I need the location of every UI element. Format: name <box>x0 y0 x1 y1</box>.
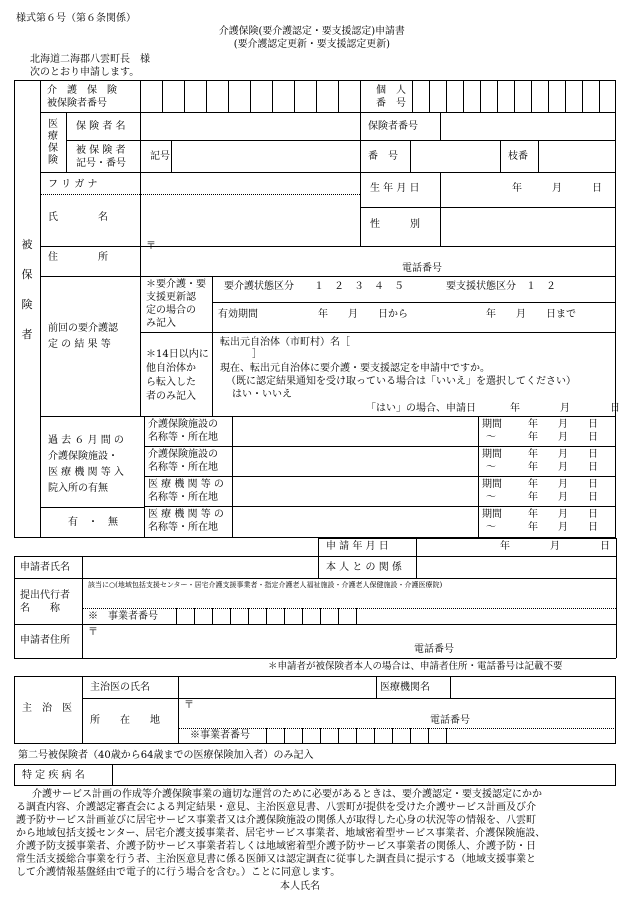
application-date-label: 申 請 年 月 日 <box>326 541 389 552</box>
doctor-address-label: 所 在 地 <box>90 715 160 726</box>
applicant-postal-mark: 〒 <box>88 627 98 638</box>
bango-field[interactable] <box>411 141 499 171</box>
bango-label: 番 号 <box>368 151 398 162</box>
applicant-note: ＊申請者が被保険者本人の場合は、申請者住所・電話番号は記載不要 <box>268 661 563 672</box>
ins-no-label-1: 介 護 保 険 <box>47 85 117 96</box>
disease-label: 特 定 疾 病 名 <box>22 770 85 781</box>
applicant-address-label: 申請者住所 <box>20 635 70 646</box>
address-field[interactable] <box>141 247 615 275</box>
relation-field[interactable] <box>417 557 615 577</box>
name-field[interactable] <box>141 196 359 245</box>
doctor-name-label: 主治医の氏名 <box>90 682 150 693</box>
consent-line-6: 常生活支援総合事業を行う者、主治医意見書に係る医師又は認定調査に従事した調査員に提示する（地域支援事業と <box>16 854 536 865</box>
facility-row-3-field[interactable] <box>233 477 477 506</box>
insurer-no-field[interactable] <box>441 113 615 140</box>
ins-no-boxes[interactable] <box>140 80 360 112</box>
application-date-field[interactable]: 年 月 日 <box>500 541 610 552</box>
agent-label-2: 名 称 <box>20 603 60 614</box>
facility-row-1-period: 期間 <box>482 419 502 430</box>
facility-row-4-field[interactable] <box>233 507 477 536</box>
facility-row-1-to[interactable]: 年 月 日 <box>528 432 598 443</box>
facility-row-3-from[interactable]: 年 月 日 <box>528 479 598 490</box>
agent-biz-no-boxes[interactable] <box>176 608 356 624</box>
sex-label: 性 別 <box>370 219 420 230</box>
facility-row-4-from[interactable]: 年 月 日 <box>528 509 598 520</box>
origin-municipality-label: 転出元自治体（市町村）名［ <box>220 337 350 348</box>
previous-label-1: 前回の要介護認 <box>48 323 118 334</box>
facility-row-4-tilde: ～ <box>486 522 496 533</box>
facility-row-3-period: 期間 <box>482 479 502 490</box>
member-label-2: 記号・番号 <box>76 158 126 169</box>
insurer-name-label: 保 険 者 名 <box>76 121 126 132</box>
sex-field[interactable] <box>441 208 615 245</box>
kigo-field[interactable] <box>172 141 359 171</box>
facility-row-2-tilde: ～ <box>486 462 496 473</box>
renew-note-2: 支援更新認 <box>146 292 196 303</box>
doctor-name-field[interactable] <box>179 677 375 697</box>
origin-close-bracket: ］ <box>252 349 262 360</box>
transfer-note-2: 他自治体か <box>146 363 196 374</box>
facility-row-4-line2: 名称等・所在地 <box>148 522 218 533</box>
ins-no-label-2: 被保険者番号 <box>47 98 107 109</box>
transfer-note-1: ＊14日以内に <box>146 349 209 360</box>
applicant-address-field[interactable] <box>83 625 615 657</box>
facility-row-2-line2: 名称等・所在地 <box>148 462 218 473</box>
agent-biz-no-label: ※ 事業者番号 <box>88 611 158 622</box>
institution-field[interactable] <box>451 677 615 697</box>
facility-row-1-field[interactable] <box>233 417 477 446</box>
facility-row-4-line1: 医 療 機 関 等 の <box>148 509 224 520</box>
facility-row-1-from[interactable]: 年 月 日 <box>528 419 598 430</box>
medical-label-1: 医 <box>48 119 58 130</box>
birthdate-field[interactable]: 年 月 日 <box>512 183 602 194</box>
facility-row-4-to[interactable]: 年 月 日 <box>528 522 598 533</box>
form-number: 様式第６号（第６条関係） <box>16 13 136 24</box>
renew-note-1: ＊要介護・要 <box>146 279 206 290</box>
signature-label: 本人氏名 <box>280 881 320 892</box>
addressee: 北海道二海郡八雲町長 様 <box>30 54 150 65</box>
facility-row-1-line2: 名称等・所在地 <box>148 432 218 443</box>
insurer-no-label: 保険者番号 <box>368 121 418 132</box>
consent-line-3: 護予防サービス計画並びに居宅サービス事業者又は介護保険施設の関係人が取得した心身の状況等の情報を、八雲町 <box>16 815 536 826</box>
medical-label-2: 療 <box>48 131 58 142</box>
insured-section-label: 被保険者 <box>21 238 33 341</box>
valid-period-label: 有効期間 <box>218 309 258 320</box>
valid-to-field[interactable]: 年 月 日まで <box>486 309 576 320</box>
applicant-name-field[interactable] <box>83 557 317 577</box>
facility-row-3-tilde: ～ <box>486 492 496 503</box>
applicant-name-label: 申請者氏名 <box>20 562 70 573</box>
furigana-field[interactable] <box>141 173 359 193</box>
disease-field[interactable] <box>113 765 615 785</box>
consent-line-7: して介護情報基盤経由で電子的に行う場合を含む。）ことに同意します。 <box>16 867 341 878</box>
facility-row-2-period: 期間 <box>482 449 502 460</box>
agent-label-1: 提出代行者 <box>20 590 70 601</box>
facility-row-2-line1: 介護保険施設の <box>148 449 218 460</box>
facility-label-3: 医 療 機 関 等 入 <box>48 467 124 478</box>
facility-row-2-field[interactable] <box>233 447 477 476</box>
agent-name-field[interactable] <box>83 593 615 607</box>
support-level-options[interactable]: 要支援状態区分 １ ２ <box>446 281 556 292</box>
consent-line-4: から地域包括支援センター、居宅介護支援事業者、居宅サービス事業者、地域密着型サービス事業者、介護保険施設、 <box>16 828 546 839</box>
address-label: 住 所 <box>48 252 108 263</box>
doctor-phone-label: 電話番号 <box>430 715 470 726</box>
personal-no-label-2: 番 号 <box>376 98 406 109</box>
medical-label-4: 険 <box>48 155 58 166</box>
insurer-name-field[interactable] <box>141 113 359 140</box>
renew-note-4: み記入 <box>146 318 176 329</box>
transfer-note-4: 者のみ記入 <box>146 391 196 402</box>
doctor-postal-mark: 〒 <box>184 700 194 711</box>
consent-line-1: 介護サービス計画の作成等介護保険事業の適切な運営のために必要があるときは、要介護認定・要支援認定にかか <box>32 789 542 800</box>
birthdate-label: 生 年 月 日 <box>370 183 420 194</box>
facility-row-4-period: 期間 <box>482 509 502 520</box>
second-insured-note: 第二号被保険者（40歳から64歳までの医療保険加入者）のみ記入 <box>18 750 314 761</box>
name-label: 氏 名 <box>48 212 108 223</box>
facility-row-3-to[interactable]: 年 月 日 <box>528 492 598 503</box>
if-yes-date-field[interactable]: 年 月 日 <box>510 403 620 414</box>
doctor-address-field[interactable] <box>179 699 615 727</box>
doctor-biz-no-label: ※事業者番号 <box>190 730 250 741</box>
kigo-label: 記号 <box>150 151 170 162</box>
doctor-section-label: 主 治 医 <box>22 703 72 714</box>
valid-from-field[interactable]: 年 月 日から <box>318 309 408 320</box>
agent-type-options[interactable]: 該当に○(地域包括支援センター・居宅介護支援事業者・指定介護老人福祉施設・介護老人保健施設・介護医療院) <box>88 581 443 589</box>
facility-row-1-line1: 介護保険施設の <box>148 419 218 430</box>
intro-text: 次のとおり申請します。 <box>30 67 140 78</box>
member-label-1: 被 保 険 者 <box>76 145 126 156</box>
postal-mark: 〒 <box>146 241 156 252</box>
renew-note-3: 定の場合の <box>146 305 196 316</box>
yes-no-options[interactable]: はい・いいえ <box>232 389 292 400</box>
pending-question: 現在、転出元自治体に要介護・要支援認定を申請中ですか。 <box>220 363 490 374</box>
relation-label: 本 人 と の 関 係 <box>326 562 402 573</box>
facility-label-4: 院入所の有無 <box>48 483 108 494</box>
form-title: 介護保険(要介護認定・要支援認定)申請書 <box>218 26 405 37</box>
facility-label-1: 過 去 ６ 月 間 の <box>48 435 124 446</box>
facility-row-2-from[interactable]: 年 月 日 <box>528 449 598 460</box>
facility-row-3-line1: 医 療 機 関 等 の <box>148 479 224 490</box>
care-level-options[interactable]: 要介護状態区分 １ ２ ３ ４ ５ <box>224 281 404 292</box>
personal-no-label-1: 個 人 <box>376 85 406 96</box>
if-yes-label: 「はい」の場合、申請日 <box>366 403 476 414</box>
consent-line-5: 介護予防支援事業者、介護予防サービス事業者若しくは地域密着型介護予防サービス事業者の関係人、介護予防・日 <box>16 841 536 852</box>
edaban-field[interactable] <box>539 141 615 171</box>
medical-label-3: 保 <box>48 143 58 154</box>
applicant-phone-label: 電話番号 <box>414 644 454 655</box>
facility-row-2-to[interactable]: 年 月 日 <box>528 462 598 473</box>
facility-row-3-line2: 名称等・所在地 <box>148 492 218 503</box>
edaban-label: 枝番 <box>508 151 528 162</box>
form-subtitle: (要介護認定更新・要支援認定更新) <box>233 39 390 50</box>
facility-yes-no[interactable]: 有 ・ 無 <box>68 517 118 528</box>
personal-no-boxes[interactable] <box>412 80 616 112</box>
facility-label-2: 介護保険施設・ <box>48 451 118 462</box>
furigana-label: フ リ ガ ナ <box>48 179 98 190</box>
doctor-biz-no-boxes[interactable] <box>266 728 446 744</box>
phone-label: 電話番号 <box>402 263 442 274</box>
transfer-note-3: ら転入した <box>146 377 196 388</box>
previous-label-2: 定 の 結 果 等 <box>48 339 111 350</box>
institution-label: 医療機関名 <box>380 682 430 693</box>
consent-line-2: る調査内容、介護認定審査会による判定結果・意見、主治医意見書、八雲町が提供を受けた介護サービス計画及び介 <box>16 802 536 813</box>
signature-field[interactable] <box>330 879 610 895</box>
facility-row-1-tilde: ～ <box>486 432 496 443</box>
pending-note: （既に認定結果通知を受け取っている場合は「いいえ」を選択してください） <box>226 376 576 387</box>
